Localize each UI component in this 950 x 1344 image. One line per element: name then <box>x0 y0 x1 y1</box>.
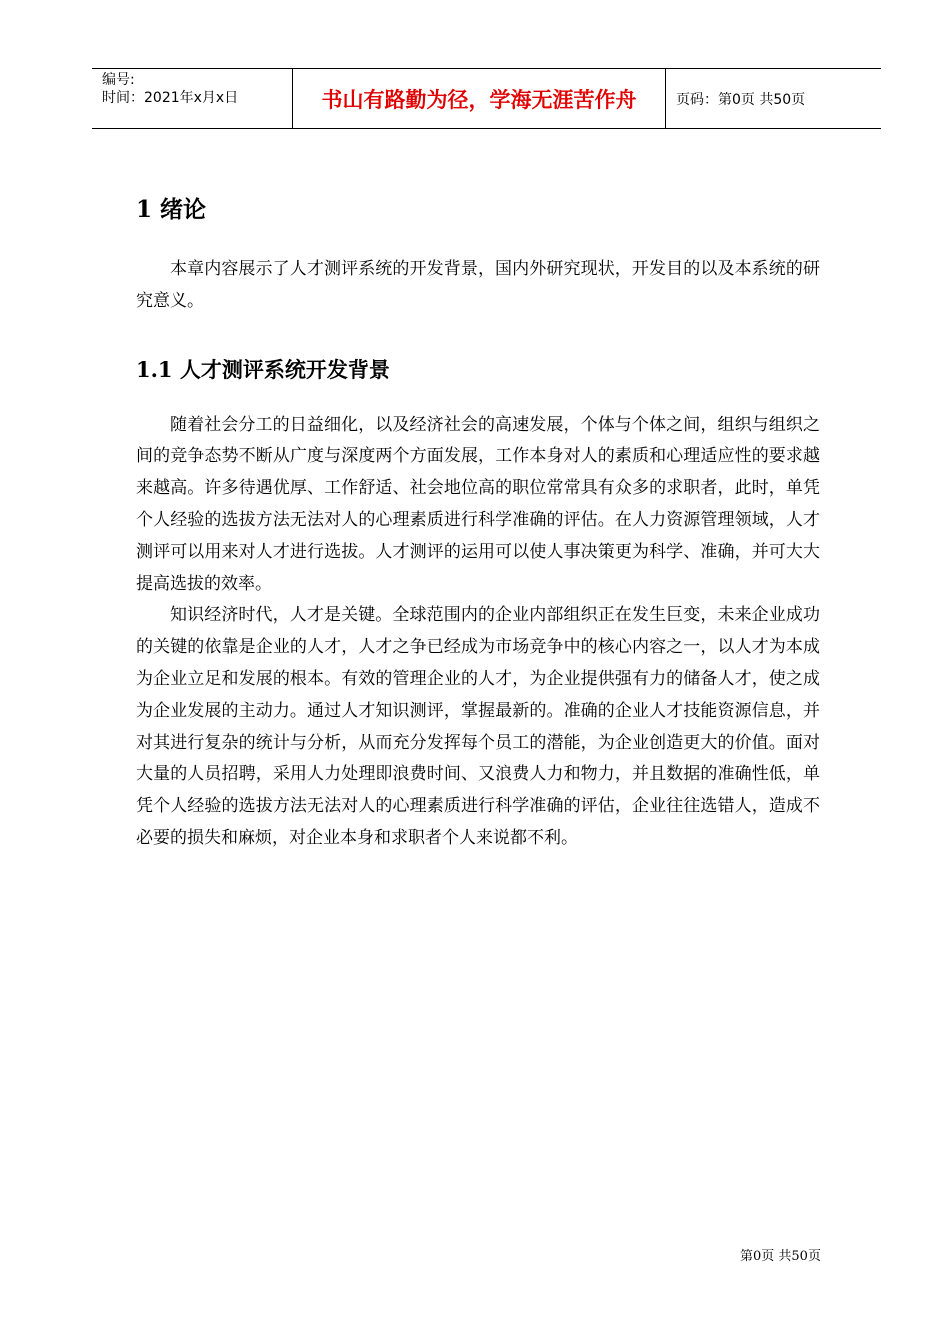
document-number-label: 编号: <box>102 72 135 88</box>
page-footer: 第0页 共50页 <box>740 1249 821 1264</box>
document-time-label: 时间：2021年x月x日 <box>102 90 239 106</box>
header-meta-cell <box>92 69 293 128</box>
document-body <box>136 190 820 855</box>
header-page-code: 页码：第0页 共50页 <box>676 91 806 108</box>
section-title: 1.1 人才测评系统开发背景 <box>136 356 390 382</box>
chapter-title: 1 绪论 <box>136 196 207 223</box>
chapter-intro: 本章内容展示了人才测评系统的开发背景，国内外研究现状，开发目的以及本系统的研究意义。 <box>136 259 820 311</box>
document-header <box>92 68 881 129</box>
header-motto: 书山有路勤为径，学海无涯苦作舟 <box>293 69 666 128</box>
section-paragraph-1: 随着社会分工的日益细化，以及经济社会的高速发展，个体与个体之间，组织与组织之间的竞争态势不断从广度与深度两个方面发展，工作本身对人的素质和心理适应性的要求越来越高。许多待遇优厚、工作舒适、社会地位高的职位常常具有众多的求职者，此时，单凭个人经验的选拔方法无法对人的心理素质进行科学准确的评估。在人力资源管理领域，人才测评可以用来对人才进行选拔。人才测评的运用可以使人事决策更为科学、准确，并可大大提高选拔的效率。 <box>136 414 820 594</box>
section-paragraph-2: 知识经济时代，人才是关键。全球范围内的企业内部组织正在发生巨变，未来企业成功的关键的依靠是企业的人才，人才之争已经成为市场竞争中的核心内容之一，以人才为本成为企业立足和发展的根本。有效的管理企业的人才，为企业提供强有力的储备人才，使之成为企业发展的主动力。通过人才知识测评，掌握最新的。准确的企业人才技能资源信息，并对其进行复杂的统计与分析，从而充分发挥每个员工的潜能，为企业创造更大的价值。面对大量的人员招聘，采用人力处理即浪费时间、又浪费人力和物力，并且数据的准确性低，单凭个人经验的选拔方法无法对人的心理素质进行科学准确的评估，企业往往选错人，造成不必要的损失和麻烦，对企业本身和求职者个人来说都不利。 <box>136 605 820 848</box>
